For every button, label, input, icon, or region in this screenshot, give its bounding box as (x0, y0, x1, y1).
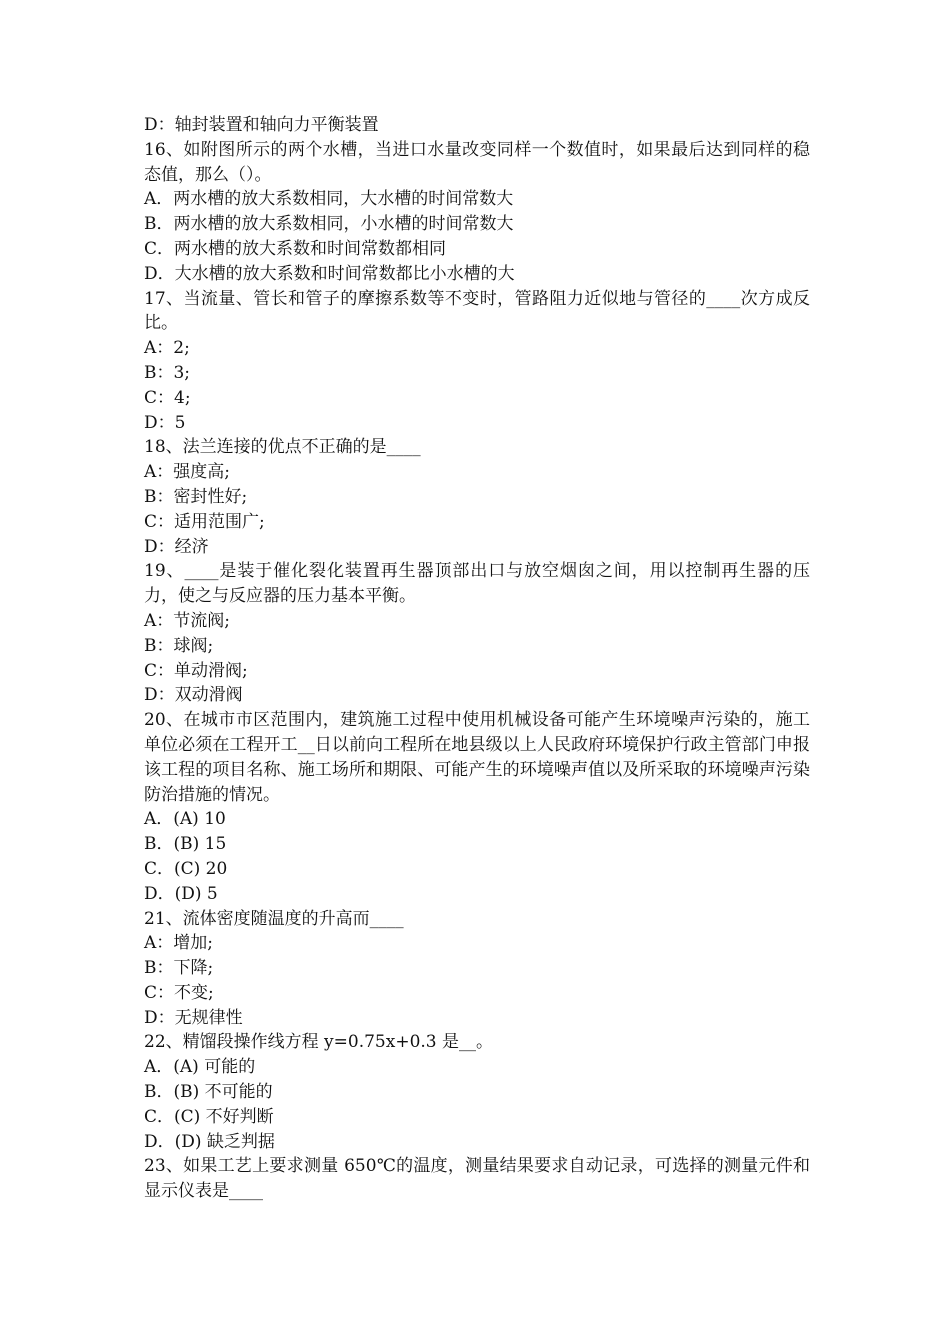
option-q19-d: D：双动滑阀 (144, 685, 243, 706)
option-q19-c: C：单动滑阀; (144, 660, 248, 681)
option-q17-b: B：3; (144, 362, 191, 383)
option-q21-d: D：无规律性 (144, 1007, 243, 1028)
option-q16-b: B．两水槽的放大系数相同，小水槽的时间常数大 (144, 214, 514, 235)
option-q18-a: A：强度高; (144, 462, 231, 483)
option-q21-b: B：下降; (144, 958, 214, 979)
option-q22-b: B．(B) 不可能的 (144, 1082, 273, 1103)
option-q16-a: A．两水槽的放大系数相同，大水槽的时间常数大 (144, 189, 514, 210)
option-q21-a: A：增加; (144, 933, 214, 954)
question-18: 18、法兰连接的优点不正确的是____ (144, 437, 421, 458)
option-q17-a: A：2; (144, 338, 190, 359)
option-q22-a: A．(A) 可能的 (144, 1057, 256, 1078)
option-q21-c: C：不变; (144, 982, 214, 1003)
question-22: 22、精馏段操作线方程 y=0.75x+0.3 是__。 (144, 1032, 494, 1053)
question-19: 19、____是装于催化裂化装置再生器顶部出口与放空烟囱之间，用以控制再生器的压力，使之与反应器的压力基本平衡。 (144, 561, 810, 607)
option-q22-d: D．(D) 缺乏判据 (144, 1131, 275, 1152)
option-q22-c: C．(C) 不好判断 (144, 1106, 274, 1127)
option-q16-d: D．大水槽的放大系数和时间常数都比小水槽的大 (144, 263, 515, 284)
option-q19-a: A：节流阀; (144, 610, 231, 631)
option-q18-b: B：密封性好; (144, 486, 248, 507)
option-q16-c: C．两水槽的放大系数和时间常数都相同 (144, 238, 447, 259)
option-q20-c: C．(C) 20 (144, 858, 228, 879)
option-q17-d: D：5 (144, 412, 186, 433)
option-q15-d: D：轴封装置和轴向力平衡装置 (144, 115, 379, 135)
question-17: 17、当流量、管长和管子的摩擦系数等不变时，管路阻力近似地与管径的____次方成反比。 (144, 288, 810, 334)
question-20: 20、在城市市区范围内，建筑施工过程中使用机械设备可能产生环境噪声污染的，施工单位必须在工程开工__日以前向工程所在地县级以上人民政府环境保护行政主管部门申报该工程的项目名称、施工场所和期限、可能产生的环境噪声值以及所采取的环境噪声污染防治措施的情况。 (144, 710, 810, 805)
question-21: 21、流体密度随温度的升高而____ (144, 908, 404, 929)
option-q18-d: D：经济 (144, 536, 209, 557)
option-q18-c: C：适用范围广; (144, 511, 265, 532)
option-q20-b: B．(B) 15 (144, 834, 227, 855)
option-q19-b: B：球阀; (144, 635, 214, 656)
option-q20-a: A．(A) 10 (144, 809, 226, 830)
option-q17-c: C：4; (144, 387, 191, 408)
question-23: 23、如果工艺上要求测量 650℃的温度，测量结果要求自动记录，可选择的测量元件和显示仪表是____ (144, 1156, 810, 1202)
option-q20-d: D．(D) 5 (144, 883, 218, 904)
document-body (144, 113, 810, 1204)
question-16: 16、如附图所示的两个水槽，当进口水量改变同样一个数值时，如果最后达到同样的稳态值，那么（）。 (144, 139, 810, 185)
